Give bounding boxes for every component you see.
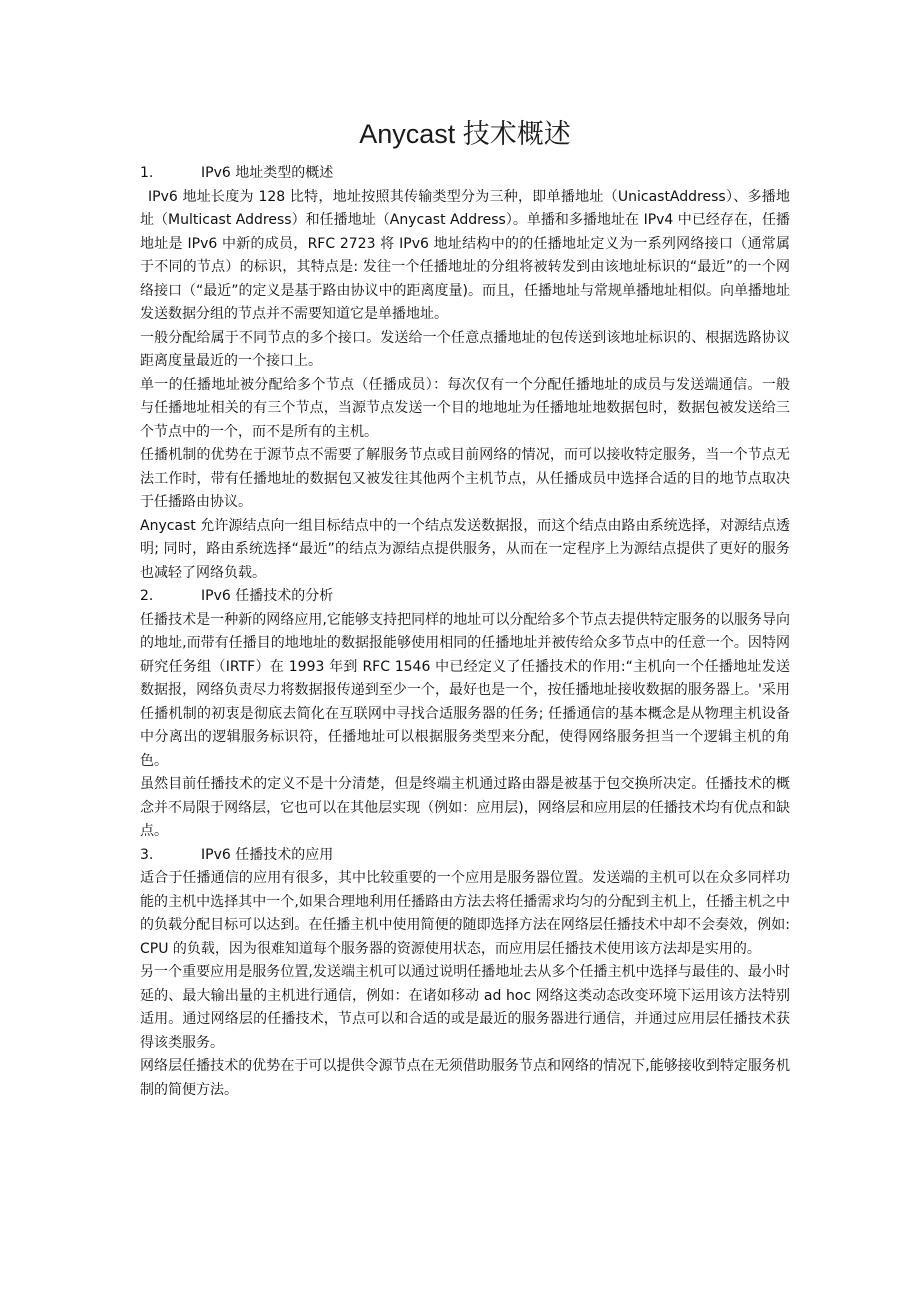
section-heading-1: [140, 162, 790, 186]
paragraph: 一般分配给属于不同节点的多个接口。发送给一个任意点播地址的包传送到该地址标识的、根据选路协议距离度量最近的一个接口上。: [140, 329, 790, 369]
section-heading-text: IPv6 任播技术的分析: [201, 588, 334, 604]
section-number: 1.: [140, 165, 154, 181]
section-heading-text: IPv6 地址类型的概述: [201, 165, 334, 181]
section-heading-2: [140, 585, 790, 609]
paragraph: 适合于任播通信的应用有很多，其中比较重要的一个应用是服务器位置。发送端的主机可以在众多同样功能的主机中选择其中一个,如果合理地利用任播路由方法去将任播需求均匀的分配到主机上，任播主机之中的负载分配目标可以达到。在任播主机中使用简便的随即选择方法在网络层任播技术中却不会奏效，例如: CPU 的负载，因为很难知道每个服务器的资源使用状态，而应用层任播技术使用该方法却是实用的。: [140, 870, 790, 957]
section-number: 2.: [140, 588, 154, 604]
paragraph: 单一的任播地址被分配给多个节点（任播成员）：每次仅有一个分配任播地址的成员与发送端通信。一般与任播地址相关的有三个节点，当源节点发送一个目的地地址为任播地址地数据包时，数据包被发送给三个节点中的一个，而不是所有的主机。: [140, 376, 790, 440]
paragraph: IPv6 地址长度为 128 比特，地址按照其传输类型分为三种，即单播地址（UnicastAddress）、多播地址（Multicast Address）和任播地址（Anycast Address）。单播和多播地址在 IPv4 中已经存在，任播地址是 IPv6 中新的成员，RFC 2723 将 IPv6 地址结构中的的任播地址定义为一系列网络接口（通常属于不同的节点）的标识，其特点是: 发往一个任播地址的分组将被转发到由该地址标识的“最近”的一个网络接口（“最近”的定义是基于路由协议中的距离度量)。而且，任播地址与常规单播地址相似。向单播地址发送数据分组的节点并不需要知道它是单播地址。: [140, 188, 790, 322]
paragraph: Anycast 允许源结点向一组目标结点中的一个结点发送数据报，而这个结点由路由系统选择，对源结点透明; 同时，路由系统选择“最近”的结点为源结点提供服务，从而在一定程序上为源结点提供了更好的服务也减轻了网络负载。: [140, 517, 790, 581]
paragraph: 网络层任播技术的优势在于可以提供令源节点在无须借助服务节点和网络的情况下,能够接收到特定服务机制的简便方法。: [140, 1058, 790, 1098]
section-heading-text: IPv6 任播技术的应用: [201, 846, 334, 863]
section-number: 3.: [140, 846, 154, 863]
section-heading-3: [140, 844, 790, 868]
document-title: Anycast 技术概述: [359, 119, 571, 149]
paragraph: 任播技术是一种新的网络应用,它能够支持把同样的地址可以分配给多个节点去提供特定服务的以服务导向的地址,而带有任播目的地地址的数据报能够使用相同的任播地址并被传给众多节点中的任意一个。因特网研究任务组（IRTF）在 1993 年到 RFC 1546 中已经定义了任播技术的作用:“主机向一个任播地址发送数据报，网络负责尽力将数据报传递到至少一个，最好也是一个，按任播地址接收数据的服务器上。'采用任播机制的初衷是彻底去简化在互联网中寻找合适服务器的任务; 任播通信的基本概念是从物理主机设备中分离出的逻辑服务标识符，任播地址可以根据服务类型来分配，使得网络服务担当一个逻辑主机的角色。: [140, 611, 790, 769]
paragraph: 虽然目前任播技术的定义不是十分清楚，但是终端主机通过路由器是被基于包交换所决定。任播技术的概念并不局限于网络层，它也可以在其他层实现（例如：应用层)，网络层和应用层的任播技术均有优点和缺点。: [140, 776, 790, 839]
paragraph: 任播机制的优势在于源节点不需要了解服务节点或目前网络的情况，而可以接收特定服务，当一个节点无法工作时，带有任播地址的数据包又被发往其他两个主机节点，从任播成员中选择合适的目的地节点取决于任播路由协议。: [140, 447, 790, 510]
document-body: [140, 116, 790, 1102]
paragraph: 另一个重要应用是服务位置,发送端主机可以通过说明任播地址去从多个任播主机中选择与最佳的、最小时延的、最大输出量的主机进行通信，例如：在诸如移动 ad hoc 网络这类动态改变环境下运用该方法特别适用。通过网络层的任播技术，节点可以和合适的或是最近的服务器进行通信，并通过应用层任播技术获得该类服务。: [140, 964, 790, 1051]
